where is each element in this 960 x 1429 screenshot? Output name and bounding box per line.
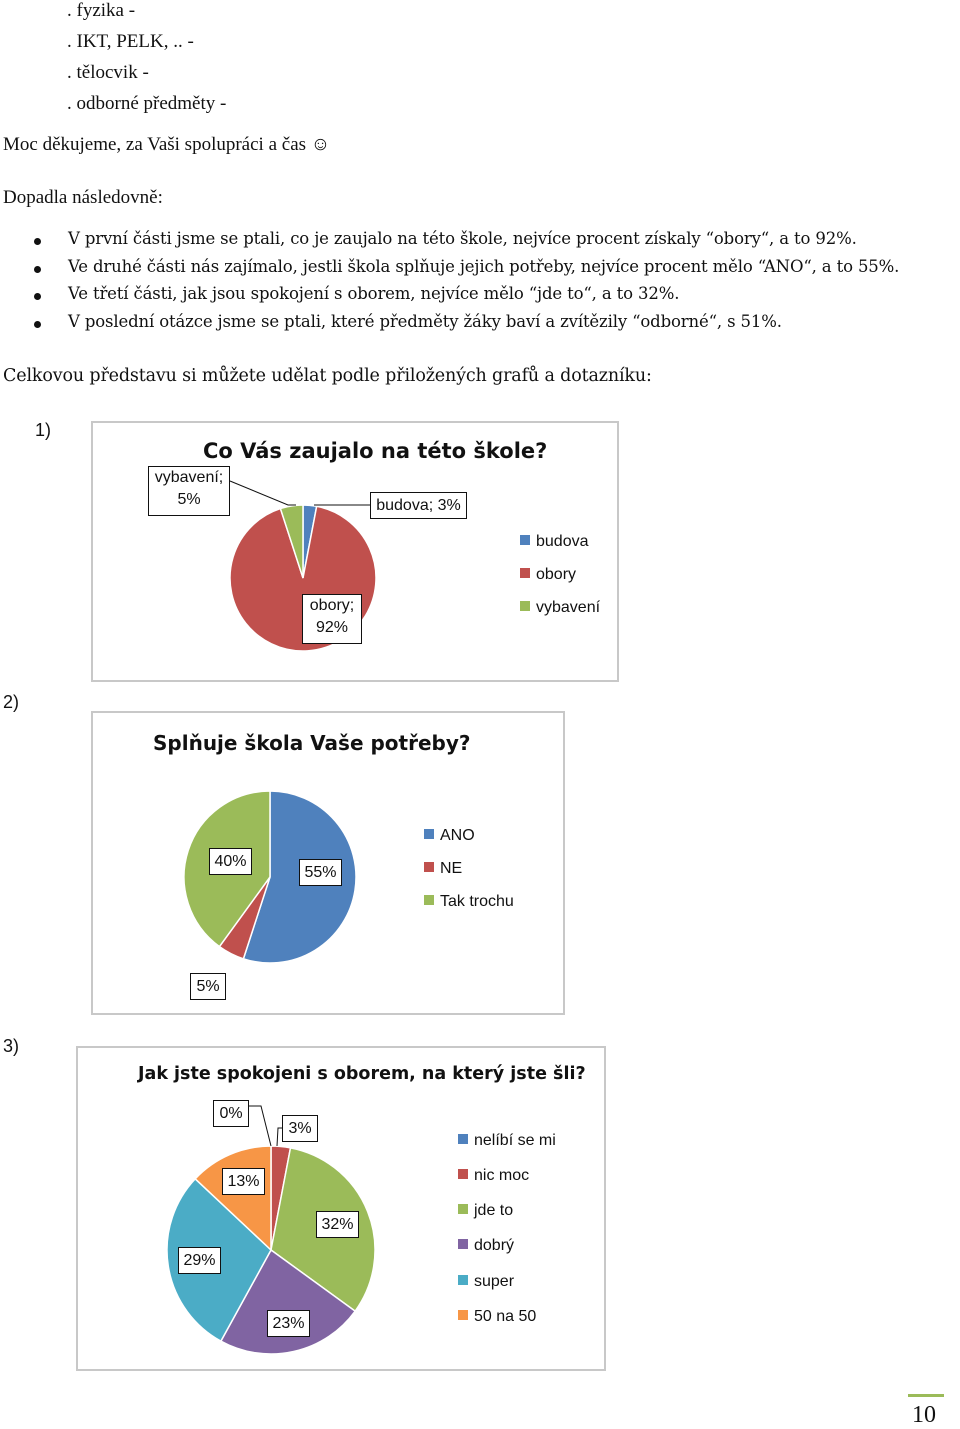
chart-frame bbox=[91, 421, 619, 682]
bullet-text: Ve druhé části nás zajímalo, jestli škola splňuje jejich potřeby, nejvíce procent mělo “ANO“, a to 55%. bbox=[68, 257, 900, 276]
data-label: 40% bbox=[209, 848, 252, 875]
bullet-text: V poslední otázce jsme se ptali, které předměty žáky baví a zvítězily “odborné“, s 51%. bbox=[68, 312, 782, 331]
legend-swatch bbox=[458, 1169, 468, 1179]
intro-item: . odborné předměty - bbox=[67, 93, 227, 114]
data-label: 0% bbox=[213, 1100, 249, 1127]
legend-swatch bbox=[424, 862, 434, 872]
bullet-dot bbox=[34, 321, 41, 328]
legend-item: Tak trochu bbox=[424, 893, 514, 911]
legend-item: ANO bbox=[424, 827, 475, 845]
legend-item: budova bbox=[520, 533, 589, 551]
legend-item: vybavení bbox=[520, 599, 600, 617]
intro-item: . fyzika - bbox=[67, 0, 136, 21]
data-label: 5% bbox=[190, 973, 226, 1000]
chart-title: Jak jste spokojeni s oborem, na který jste šli? bbox=[138, 1064, 586, 1084]
data-label: 32% bbox=[316, 1211, 359, 1238]
legend-swatch bbox=[424, 829, 434, 839]
legend-item: obory bbox=[520, 566, 576, 584]
legend-item: nic moc bbox=[458, 1167, 529, 1185]
data-label: 3% bbox=[282, 1115, 318, 1142]
legend-item: jde to bbox=[458, 1202, 513, 1220]
legend-item: super bbox=[458, 1273, 514, 1291]
result-heading: Dopadla následovně: bbox=[3, 187, 163, 208]
bullet-text: Ve třetí části, jak jsou spokojení s oborem, nejvíce mělo “jde to“, a to 32%. bbox=[68, 284, 680, 303]
bullet-text: V první části jsme se ptali, co je zaujalo na této škole, nejvíce procent získaly “obory“, a to 92%. bbox=[68, 229, 857, 248]
chart-frame bbox=[91, 711, 565, 1015]
legend-item: 50 na 50 bbox=[458, 1308, 536, 1326]
data-label: 55% bbox=[299, 859, 342, 886]
data-label: vybavení; 5% bbox=[148, 466, 230, 516]
legend-item: nelíbí se mi bbox=[458, 1132, 556, 1150]
data-label: 29% bbox=[178, 1247, 221, 1274]
legend-swatch bbox=[424, 895, 434, 905]
chart-frame bbox=[76, 1046, 606, 1371]
bullet-dot bbox=[34, 293, 41, 300]
legend-swatch bbox=[458, 1239, 468, 1249]
bullet-dot bbox=[34, 266, 41, 273]
label-leader-line bbox=[230, 481, 296, 505]
thanks-text: Moc děkujeme, za Vaši spolupráci a čas ☺ bbox=[3, 134, 331, 155]
intro-item: . IKT, PELK, .. - bbox=[67, 31, 194, 52]
legend-swatch bbox=[520, 601, 530, 611]
label-leader-line bbox=[249, 1106, 271, 1146]
data-label: 13% bbox=[222, 1168, 265, 1195]
legend-swatch bbox=[458, 1310, 468, 1320]
page-number: 10 bbox=[912, 1402, 936, 1428]
legend-swatch bbox=[458, 1275, 468, 1285]
legend-item: dobrý bbox=[458, 1237, 514, 1255]
chart-number: 2) bbox=[3, 692, 20, 712]
intro-item: . tělocvik - bbox=[67, 62, 149, 83]
legend-swatch bbox=[458, 1134, 468, 1144]
page-number-rule bbox=[908, 1394, 944, 1397]
bullet-dot bbox=[34, 238, 41, 245]
legend-swatch bbox=[520, 535, 530, 545]
data-label: obory; 92% bbox=[302, 594, 362, 644]
chart-number: 3) bbox=[3, 1036, 20, 1056]
chart-title: Co Vás zaujalo na této škole? bbox=[203, 439, 548, 463]
chart-title: Splňuje škola Vaše potřeby? bbox=[153, 731, 471, 755]
data-label: budova; 3% bbox=[370, 492, 467, 519]
legend-item: NE bbox=[424, 860, 462, 878]
chart-number: 1) bbox=[35, 420, 52, 440]
legend-swatch bbox=[520, 568, 530, 578]
legend-swatch bbox=[458, 1204, 468, 1214]
overview-heading: Celkovou představu si můžete udělat podle přiložených grafů a dotazníku: bbox=[3, 366, 652, 386]
data-label: 23% bbox=[267, 1310, 310, 1337]
